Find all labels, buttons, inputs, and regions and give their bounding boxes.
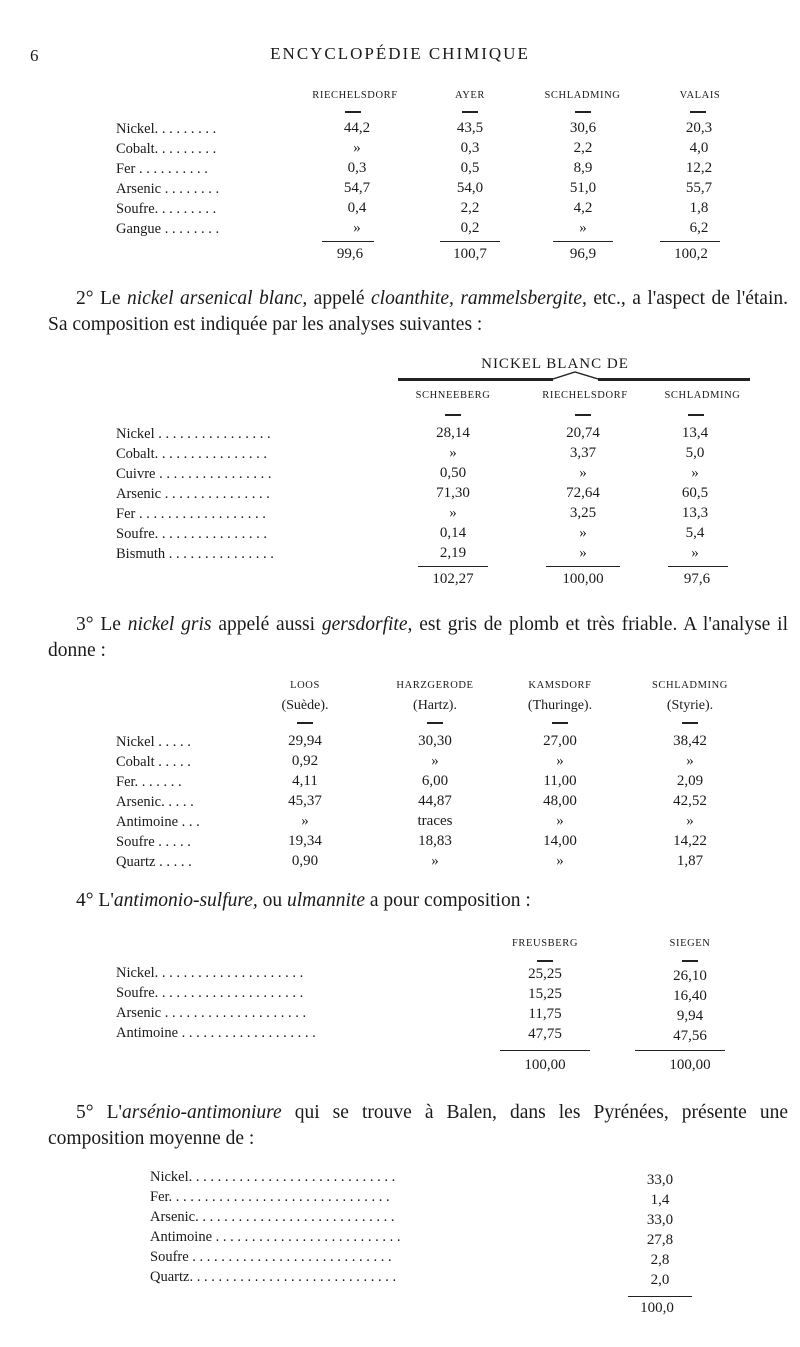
t1-cell: 54,7 — [343, 180, 371, 196]
t2-row-label: Fer . . . . . . . . . . . . . . . . . . — [116, 506, 266, 522]
paragraph-2 — [48, 286, 788, 338]
t5-row-label: Antimoine . . . . . . . . . . . . . . . . . . . . . . . . . . — [150, 1229, 401, 1245]
t2-cell: » — [449, 505, 457, 521]
para3-term-2: gersdorfite, — [321, 614, 413, 635]
t1-cell: 0,3 — [347, 160, 367, 176]
t2-cell: » — [691, 545, 699, 561]
para2-text: appelé — [307, 288, 372, 309]
t5-total: 100,0 — [640, 1300, 674, 1316]
t1-cell: 0,4 — [347, 200, 367, 216]
t2-dash — [688, 414, 704, 416]
t2-cell: 13,4 — [681, 425, 709, 441]
t2-total-rule — [668, 566, 728, 567]
t5-row-label: Soufre . . . . . . . . . . . . . . . . . . . . . . . . . . . . — [150, 1249, 392, 1265]
t3-row-label: Nickel . . . . . — [116, 734, 191, 750]
t1-cell: 6,2 — [689, 220, 709, 236]
t2-total: 100,00 — [562, 571, 604, 587]
t2-cell: 71,30 — [436, 485, 470, 501]
t3-dash — [552, 722, 568, 724]
paragraph-4 — [48, 888, 788, 914]
para4-term-2: ulmannite — [287, 890, 366, 911]
t2-cell: 28,14 — [436, 425, 470, 441]
para2-prefix: 2° Le — [76, 288, 128, 309]
t4-row-label: Arsenic . . . . . . . . . . . . . . . . . . . . — [116, 1005, 307, 1021]
t1-header-0: RIECHELSDORF — [312, 90, 398, 101]
para3-prefix: 3° Le — [76, 614, 128, 635]
t2-total: 97,6 — [683, 571, 711, 587]
t1-row-label: Cobalt. . . . . . . . . — [116, 141, 217, 157]
t3-cell: 27,00 — [543, 733, 577, 749]
t1-cell: 2,2 — [460, 200, 480, 216]
t4-cell: 25,25 — [528, 966, 562, 982]
t5-row-label: Nickel. . . . . . . . . . . . . . . . . . . . . . . . . . . . . — [150, 1169, 396, 1185]
t3-subheader-1: (Hartz). — [413, 698, 457, 713]
t3-cell: 29,94 — [288, 733, 322, 749]
t3-cell: 0,90 — [291, 853, 319, 869]
t3-cell: 4,11 — [292, 773, 318, 789]
t3-cell: 44,87 — [418, 793, 452, 809]
t1-cell: » — [579, 220, 587, 236]
t3-cell: 2,09 — [676, 773, 704, 789]
para4-prefix: 4° L' — [76, 890, 114, 911]
t2-group-header: NICKEL BLANC DE — [481, 356, 629, 372]
t4-total-rule — [500, 1050, 590, 1051]
t4-cell: 9,94 — [676, 1008, 704, 1024]
t2-cell: 72,64 — [566, 485, 600, 501]
t1-cell: 0,5 — [460, 160, 480, 176]
t2-cell: » — [449, 445, 457, 461]
t3-cell: 1,87 — [676, 853, 704, 869]
t2-brace-tip — [553, 370, 598, 382]
t2-cell: » — [579, 465, 587, 481]
t2-header-2: SCHLADMING — [664, 390, 741, 401]
para2-term-2: cloanthite, rammelsbergite, — [371, 288, 587, 309]
t4-total-rule — [635, 1050, 725, 1051]
t4-total: 100,00 — [669, 1057, 711, 1073]
t2-row-label: Cuivre . . . . . . . . . . . . . . . . — [116, 466, 272, 482]
t5-row-label: Arsenic. . . . . . . . . . . . . . . . . . . . . . . . . . . . — [150, 1209, 395, 1225]
t1-cell: 0,2 — [460, 220, 480, 236]
t3-header-0: LOOS — [290, 680, 320, 691]
t3-cell: » — [301, 813, 309, 829]
t1-dash — [575, 111, 591, 113]
t3-cell: 45,37 — [288, 793, 322, 809]
t3-subheader-3: (Styrie). — [666, 698, 714, 713]
t5-total-rule — [628, 1296, 692, 1297]
t4-row-label: Nickel. . . . . . . . . . . . . . . . . . . . . — [116, 965, 304, 981]
t3-row-label: Antimoine . . . — [116, 814, 200, 830]
t5-cell: 2,0 — [650, 1272, 670, 1288]
t2-total: 102,27 — [432, 571, 474, 587]
t1-total-rule — [553, 241, 613, 242]
t3-cell: 14,22 — [673, 833, 707, 849]
t5-row-label: Fer. . . . . . . . . . . . . . . . . . . . . . . . . . . . . . . — [150, 1189, 390, 1205]
t1-cell: 8,9 — [573, 160, 593, 176]
t2-cell: 2,19 — [439, 545, 467, 561]
t3-row-label: Quartz . . . . . — [116, 854, 192, 870]
t4-row-label: Antimoine . . . . . . . . . . . . . . . . . . . — [116, 1025, 316, 1041]
para2-text: etc., a l'aspect de l'étain. Sa composition est indiquée par les analyses suivantes : — [48, 288, 788, 335]
t1-cell: 44,2 — [343, 120, 371, 136]
t1-total-rule — [660, 241, 720, 242]
para3-text: est gris de plomb et très friable. A l'analyse il donne : — [48, 614, 788, 661]
t2-row-label: Nickel . . . . . . . . . . . . . . . . — [116, 426, 271, 442]
t3-cell: » — [556, 853, 564, 869]
t2-row-label: Arsenic . . . . . . . . . . . . . . . — [116, 486, 270, 502]
t1-cell: 2,2 — [573, 140, 593, 156]
t3-dash — [297, 722, 313, 724]
t2-cell: 5,0 — [685, 445, 705, 461]
t1-total-rule — [440, 241, 500, 242]
t2-dash — [575, 414, 591, 416]
para5-text: qui se trouve à Balen, dans les Pyrénées, présente une composition moyenne de : — [48, 1102, 788, 1149]
t3-dash — [682, 722, 698, 724]
para4-term-1: antimonio-sulfure, — [113, 890, 258, 911]
para5-prefix: 5° L' — [76, 1102, 123, 1123]
t3-cell: » — [431, 753, 439, 769]
t1-cell: » — [353, 220, 361, 236]
t2-cell: 0,14 — [439, 525, 467, 541]
t5-row-label: Quartz. . . . . . . . . . . . . . . . . . . . . . . . . . . . . — [150, 1269, 397, 1285]
t4-total: 100,00 — [524, 1057, 566, 1073]
t2-dash — [445, 414, 461, 416]
t1-dash — [462, 111, 478, 113]
t1-total: 99,6 — [336, 246, 364, 262]
t1-total: 100,7 — [453, 246, 487, 262]
para3-term-1: nickel gris — [127, 614, 212, 635]
t3-cell: » — [686, 753, 694, 769]
t1-dash — [690, 111, 706, 113]
t1-row-label: Nickel. . . . . . . . . — [116, 121, 217, 137]
t1-cell: 51,0 — [569, 180, 597, 196]
t1-cell: 20,3 — [685, 120, 713, 136]
paragraph-3 — [48, 612, 788, 664]
para3-text: appelé aussi — [211, 614, 322, 635]
t5-cell: 33,0 — [646, 1172, 674, 1188]
t1-dash — [345, 111, 361, 113]
t3-row-label: Soufre . . . . . — [116, 834, 191, 850]
t3-row-label: Arsenic. . . . . — [116, 794, 194, 810]
t1-cell: 1,8 — [689, 200, 709, 216]
t1-cell: 0,3 — [460, 140, 480, 156]
paragraph-5 — [48, 1100, 788, 1152]
t3-cell: 11,00 — [543, 773, 577, 789]
t3-cell: 18,83 — [418, 833, 452, 849]
t4-cell: 47,56 — [673, 1028, 707, 1044]
t2-cell: » — [691, 465, 699, 481]
t4-dash — [682, 960, 698, 962]
t2-cell: 3,25 — [569, 505, 597, 521]
t3-cell: 42,52 — [673, 793, 707, 809]
t1-cell: » — [353, 140, 361, 156]
t1-cell: 12,2 — [685, 160, 713, 176]
t3-cell: » — [686, 813, 694, 829]
t4-dash — [537, 960, 553, 962]
t1-total-rule — [322, 241, 374, 242]
t3-cell: » — [431, 853, 439, 869]
t3-cell: 19,34 — [288, 833, 322, 849]
t2-cell: » — [579, 545, 587, 561]
running-head: ENCYCLOPÉDIE CHIMIQUE — [270, 44, 530, 63]
page-number: 6 — [30, 46, 39, 65]
t5-cell: 33,0 — [646, 1212, 674, 1228]
t1-header-1: AYER — [454, 90, 486, 101]
t4-cell: 11,75 — [528, 1006, 562, 1022]
t1-header-2: SCHLADMING — [544, 90, 621, 101]
t2-row-label: Cobalt. . . . . . . . . . . . . . . . — [116, 446, 268, 462]
t2-cell: 20,74 — [566, 425, 600, 441]
t4-header-0: FREUSBERG — [511, 938, 579, 949]
t3-subheader-0: (Suède). — [281, 698, 329, 713]
t2-brace-rule — [598, 378, 750, 381]
t1-row-label: Gangue . . . . . . . . — [116, 221, 220, 237]
t1-cell: 55,7 — [685, 180, 713, 196]
t1-row-label: Soufre. . . . . . . . . — [116, 201, 217, 217]
t4-cell: 26,10 — [673, 968, 707, 984]
t2-brace-rule — [398, 378, 553, 381]
t2-row-label: Bismuth . . . . . . . . . . . . . . . — [116, 546, 274, 562]
t1-header-3: VALAIS — [679, 90, 721, 101]
t4-cell: 15,25 — [528, 986, 562, 1002]
t3-row-label: Fer. . . . . . . — [116, 774, 182, 790]
t2-cell: » — [579, 525, 587, 541]
t4-cell: 47,75 — [528, 1026, 562, 1042]
t5-cell: 1,4 — [650, 1192, 670, 1208]
t1-row-label: Fer . . . . . . . . . . — [116, 161, 208, 177]
t2-row-label: Soufre. . . . . . . . . . . . . . . . — [116, 526, 268, 542]
t2-header-0: SCHNEEBERG — [415, 390, 491, 401]
t1-cell: 4,2 — [573, 200, 593, 216]
t3-cell: 30,30 — [418, 733, 452, 749]
t3-cell: » — [556, 753, 564, 769]
t3-header-1: HARZGERODE — [396, 680, 474, 691]
para4-text: a pour composition : — [365, 890, 531, 911]
t1-cell: 43,5 — [456, 120, 484, 136]
t2-cell: 3,37 — [569, 445, 597, 461]
para5-term-1: arsénio-antimoniure — [122, 1102, 282, 1123]
para2-term-1: nickel arsenical blanc, — [127, 288, 308, 309]
t1-row-label: Arsenic . . . . . . . . — [116, 181, 220, 197]
t1-total: 96,9 — [569, 246, 597, 262]
t5-cell: 27,8 — [646, 1232, 674, 1248]
t4-cell: 16,40 — [673, 988, 707, 1004]
t2-header-1: RIECHELSDORF — [542, 390, 628, 401]
para4-text: ou — [257, 890, 288, 911]
t2-cell: 13,3 — [681, 505, 709, 521]
t3-subheader-2: (Thuringe). — [527, 698, 593, 713]
t2-total-rule — [546, 566, 620, 567]
t3-cell: 48,00 — [543, 793, 577, 809]
t3-cell: 6,00 — [421, 773, 449, 789]
t1-total: 100,2 — [674, 246, 708, 262]
t4-header-1: SIEGEN — [669, 938, 711, 949]
t3-cell: 0,92 — [291, 753, 319, 769]
t3-cell: 38,42 — [673, 733, 707, 749]
t4-row-label: Soufre. . . . . . . . . . . . . . . . . . . . . — [116, 985, 304, 1001]
t3-cell: 14,00 — [543, 833, 577, 849]
t1-cell: 30,6 — [569, 120, 597, 136]
t2-cell: 60,5 — [681, 485, 709, 501]
t3-cell: traces — [417, 813, 453, 829]
t3-dash — [427, 722, 443, 724]
t2-cell: 5,4 — [685, 525, 705, 541]
t3-header-2: KAMSDORF — [528, 680, 592, 691]
t3-row-label: Cobalt . . . . . — [116, 754, 191, 770]
t3-header-3: SCHLADMING — [651, 680, 728, 691]
t1-cell: 4,0 — [689, 140, 709, 156]
t3-cell: » — [556, 813, 564, 829]
t1-cell: 54,0 — [456, 180, 484, 196]
t2-cell: 0,50 — [439, 465, 467, 481]
t5-cell: 2,8 — [650, 1252, 670, 1268]
t2-total-rule — [418, 566, 488, 567]
